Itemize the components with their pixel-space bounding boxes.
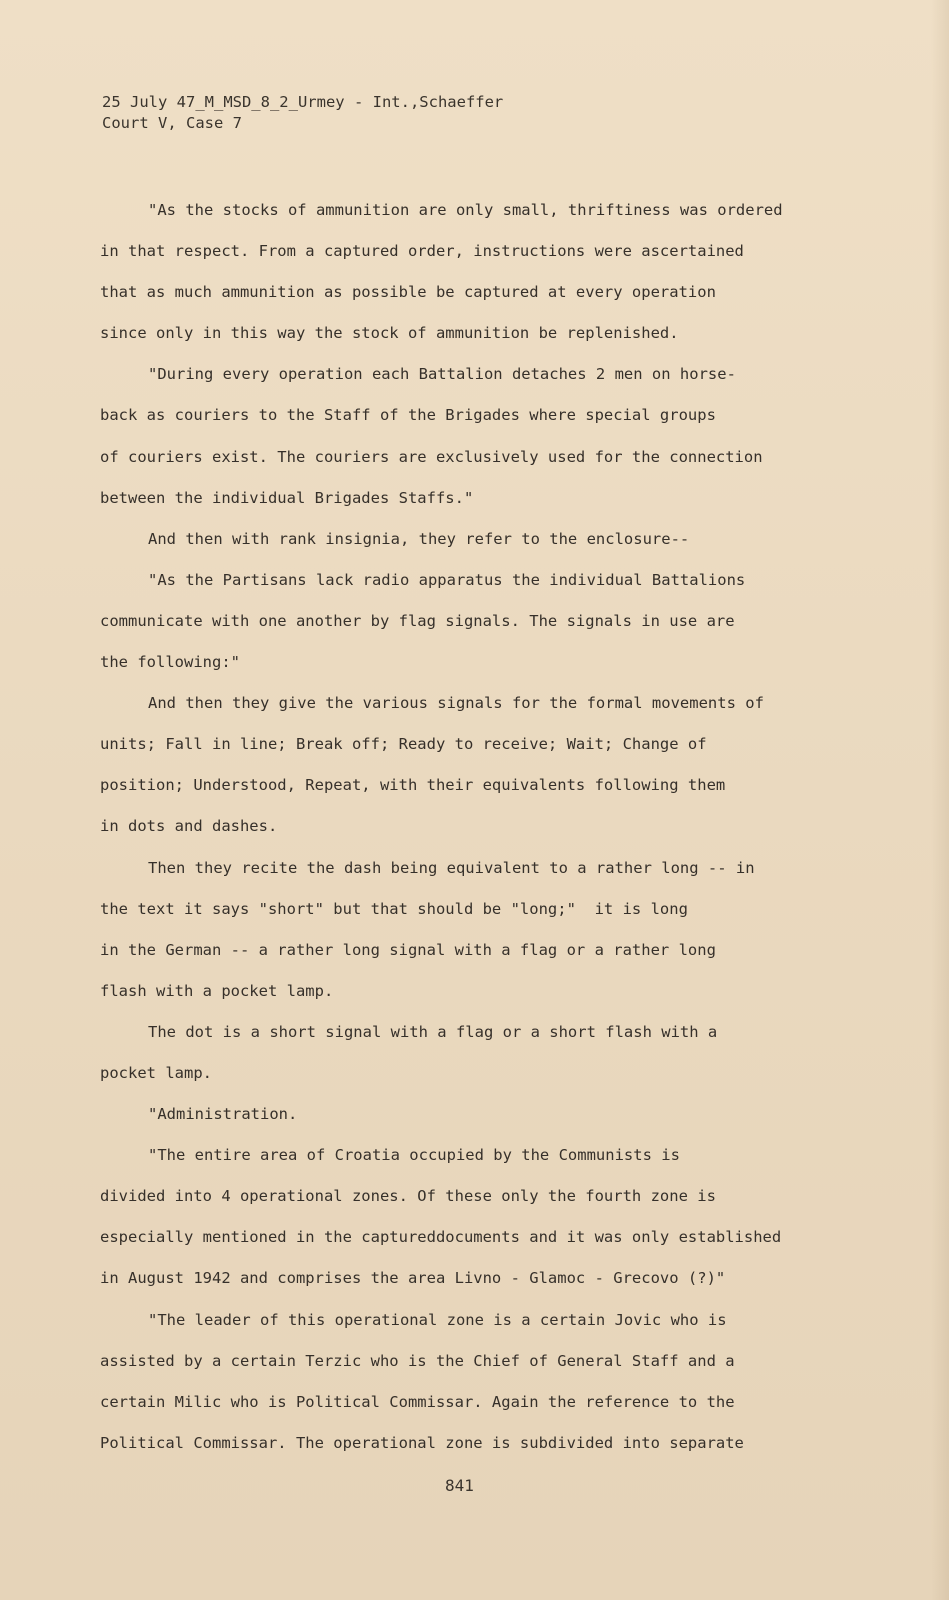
text-line: "The leader of this operational zone is a certain Jovic who is — [148, 1310, 727, 1329]
text-line: of couriers exist. The couriers are exclusively used for the connection — [100, 447, 763, 466]
text-line: certain Milic who is Political Commissar. Again the reference to the — [100, 1392, 735, 1411]
text-line: in August 1942 and comprises the area Livno - Glamoc - Grecovo (?)" — [100, 1269, 726, 1288]
text-line: since only in this way the stock of ammunition be replenished. — [100, 324, 679, 343]
transcript-body — [100, 190, 860, 1464]
text-line: "As the stocks of ammunition are only small, thriftiness was ordered — [148, 201, 783, 219]
text-line: The dot is a short signal with a flag or a short flash with a — [148, 1022, 718, 1041]
text-line: "During every operation each Battalion detaches 2 men on horse- — [148, 365, 736, 384]
text-line: between the individual Brigades Staffs." — [100, 488, 474, 507]
text-line: "As the Partisans lack radio apparatus the individual Battalions — [148, 570, 746, 589]
text-line: position; Understood, Repeat, with their equivalents following them — [100, 776, 726, 795]
text-line: "Administration. — [148, 1105, 298, 1124]
page-edge-shadow — [931, 0, 949, 1600]
text-line: "The entire area of Croatia occupied by the Communists is — [148, 1146, 680, 1165]
text-line: in the German -- a rather long signal with a flag or a rather long — [100, 940, 716, 959]
text-line: pocket lamp. — [100, 1063, 212, 1082]
text-line: the following:" — [100, 653, 240, 672]
document-header — [102, 92, 503, 134]
text-line: in that respect. From a captured order, instructions were ascertained — [100, 242, 744, 261]
header-line-1: 25 July 47_M_MSD_8_2_Urmey - Int.,Schaeffer — [102, 93, 504, 111]
text-line: And then with rank insignia, they refer to the enclosure-- — [148, 529, 690, 548]
text-line: especially mentioned in the captureddocuments and it was only established — [100, 1228, 782, 1247]
text-line: Political Commissar. The operational zone is subdivided into separate — [100, 1433, 744, 1452]
page-number: 841 — [445, 1476, 474, 1495]
text-line: flash with a pocket lamp. — [100, 981, 334, 1000]
text-line: And then they give the various signals for the formal movements of — [148, 694, 764, 713]
text-line: in dots and dashes. — [100, 817, 278, 836]
text-line: communicate with one another by flag signals. The signals in use are — [100, 611, 735, 630]
text-line: back as couriers to the Staff of the Brigades where special groups — [100, 406, 716, 425]
text-line: units; Fall in line; Break off; Ready to receive; Wait; Change of — [100, 735, 707, 754]
text-line: assisted by a certain Terzic who is the Chief of General Staff and a — [100, 1351, 735, 1370]
text-line: the text it says "short" but that should be "long;" it is long — [100, 899, 688, 918]
text-line: that as much ammunition as possible be captured at every operation — [100, 283, 716, 302]
text-line: Then they recite the dash being equivalent to a rather long -- in — [148, 858, 755, 877]
header-line-2: Court V, Case 7 — [102, 114, 242, 132]
text-line: divided into 4 operational zones. Of these only the fourth zone is — [100, 1187, 716, 1206]
